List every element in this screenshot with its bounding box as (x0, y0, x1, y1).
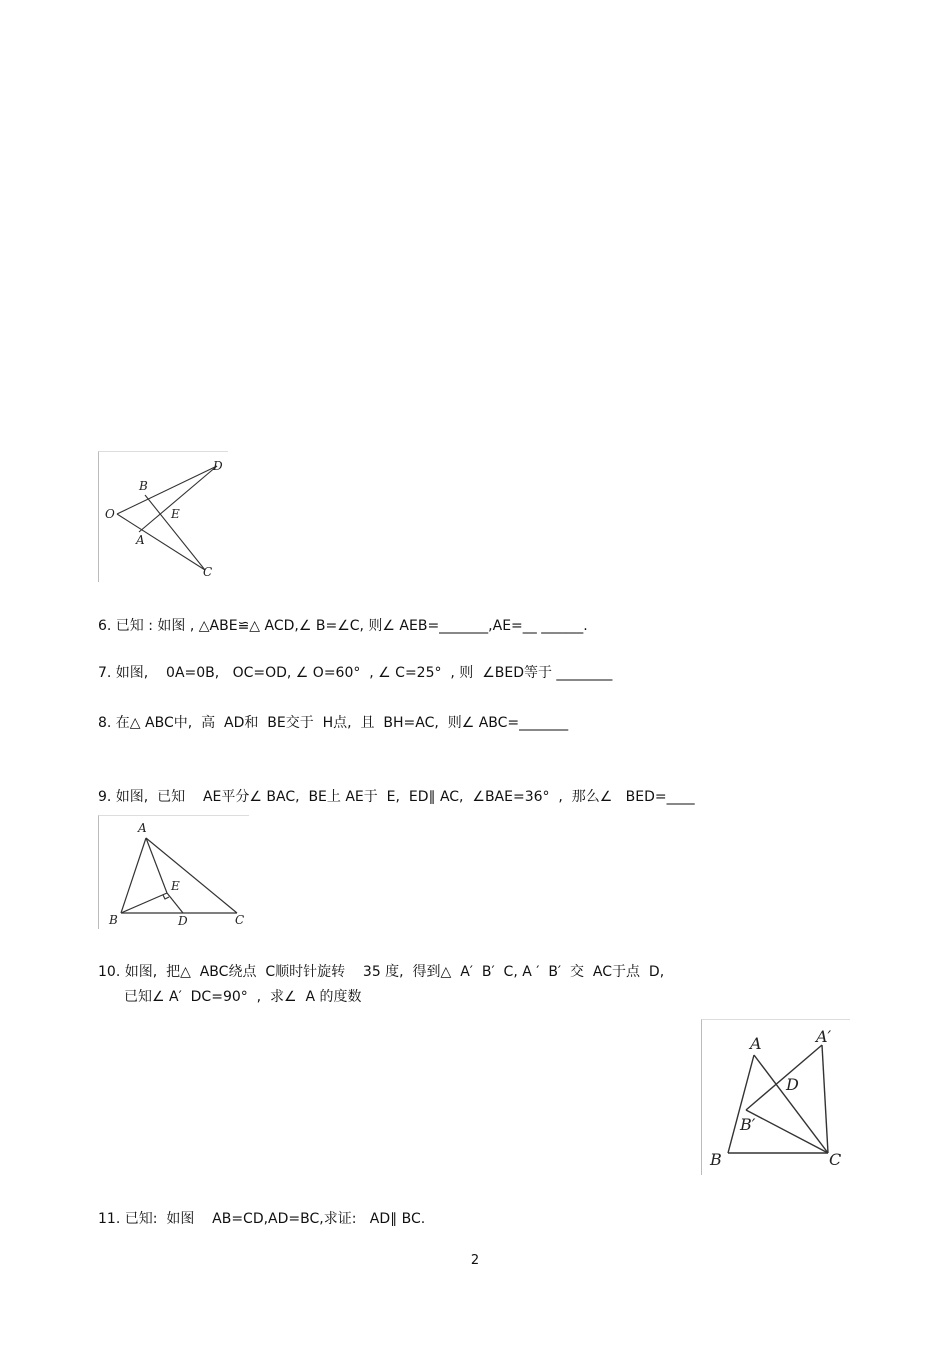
segment-DA (139, 466, 217, 532)
label-C: C (235, 913, 245, 927)
label-O: O (105, 507, 115, 521)
label-D: D (178, 914, 188, 928)
segment-AB (121, 838, 146, 913)
problem-6: 6. 已知 : 如图 , △ABE≌△ ACD,∠ B=∠C, 则∠ AEB=_______,AE=__ ______. (98, 618, 588, 634)
problem-10-line-1: 10. 如图, 把△ ABC绕点 C顺时针旋转 35 度, 得到△ A′ B′ C, A ′ B′ 交 AC于点 D, (98, 964, 665, 980)
label-A: A (750, 1034, 762, 1053)
label-A: A (136, 533, 145, 547)
segment-BE (121, 893, 167, 913)
problem-7: 7. 如图, 0A=0B, OC=OD, ∠ O=60° , ∠ C=25° , 则 ∠BED等于 ________ (98, 665, 613, 681)
segment-AC (146, 838, 237, 913)
label-D: D (786, 1075, 799, 1094)
label-A-prime: A′ (816, 1027, 832, 1046)
segment-A2C (822, 1045, 828, 1153)
label-C: C (203, 565, 213, 579)
label-B: B (710, 1150, 722, 1169)
figure-problem-7 (98, 451, 228, 582)
segment-B2C (746, 1110, 828, 1153)
figure-problem-10 (701, 1019, 850, 1175)
segment-ED (167, 893, 183, 913)
figure-problem-9 (98, 815, 249, 929)
right-angle-mark (163, 895, 169, 899)
problem-10-line-2: 已知∠ A′ DC=90° , 求∠ A 的度数 (124, 989, 362, 1005)
segment-OD (117, 466, 217, 514)
label-C: C (829, 1150, 842, 1169)
problem-8: 8. 在△ ABC中, 高 AD和 BE交于 H点, 且 BH=AC, 则∠ ABC=_______ (98, 715, 569, 731)
label-B: B (109, 913, 118, 927)
label-B: B (139, 479, 148, 493)
problem-11: 11. 已知: 如图 AB=CD,AD=BC,求证: AD∥ BC. (98, 1211, 426, 1227)
label-E: E (171, 507, 180, 521)
segment-A2B2 (746, 1045, 822, 1110)
label-E: E (171, 879, 180, 893)
segment-AC (754, 1055, 828, 1153)
problem-9: 9. 如图, 已知 AE平分∠ BAC, BE上 AE于 E, ED∥ AC, ∠BAE=36° , 那么∠ BED=____ (98, 789, 695, 805)
page-number: 2 (470, 1253, 480, 1268)
label-A: A (138, 821, 147, 835)
segment-BA (728, 1055, 754, 1153)
label-D: D (213, 459, 223, 473)
segment-OC (117, 514, 205, 570)
label-B-prime: B′ (740, 1115, 756, 1134)
